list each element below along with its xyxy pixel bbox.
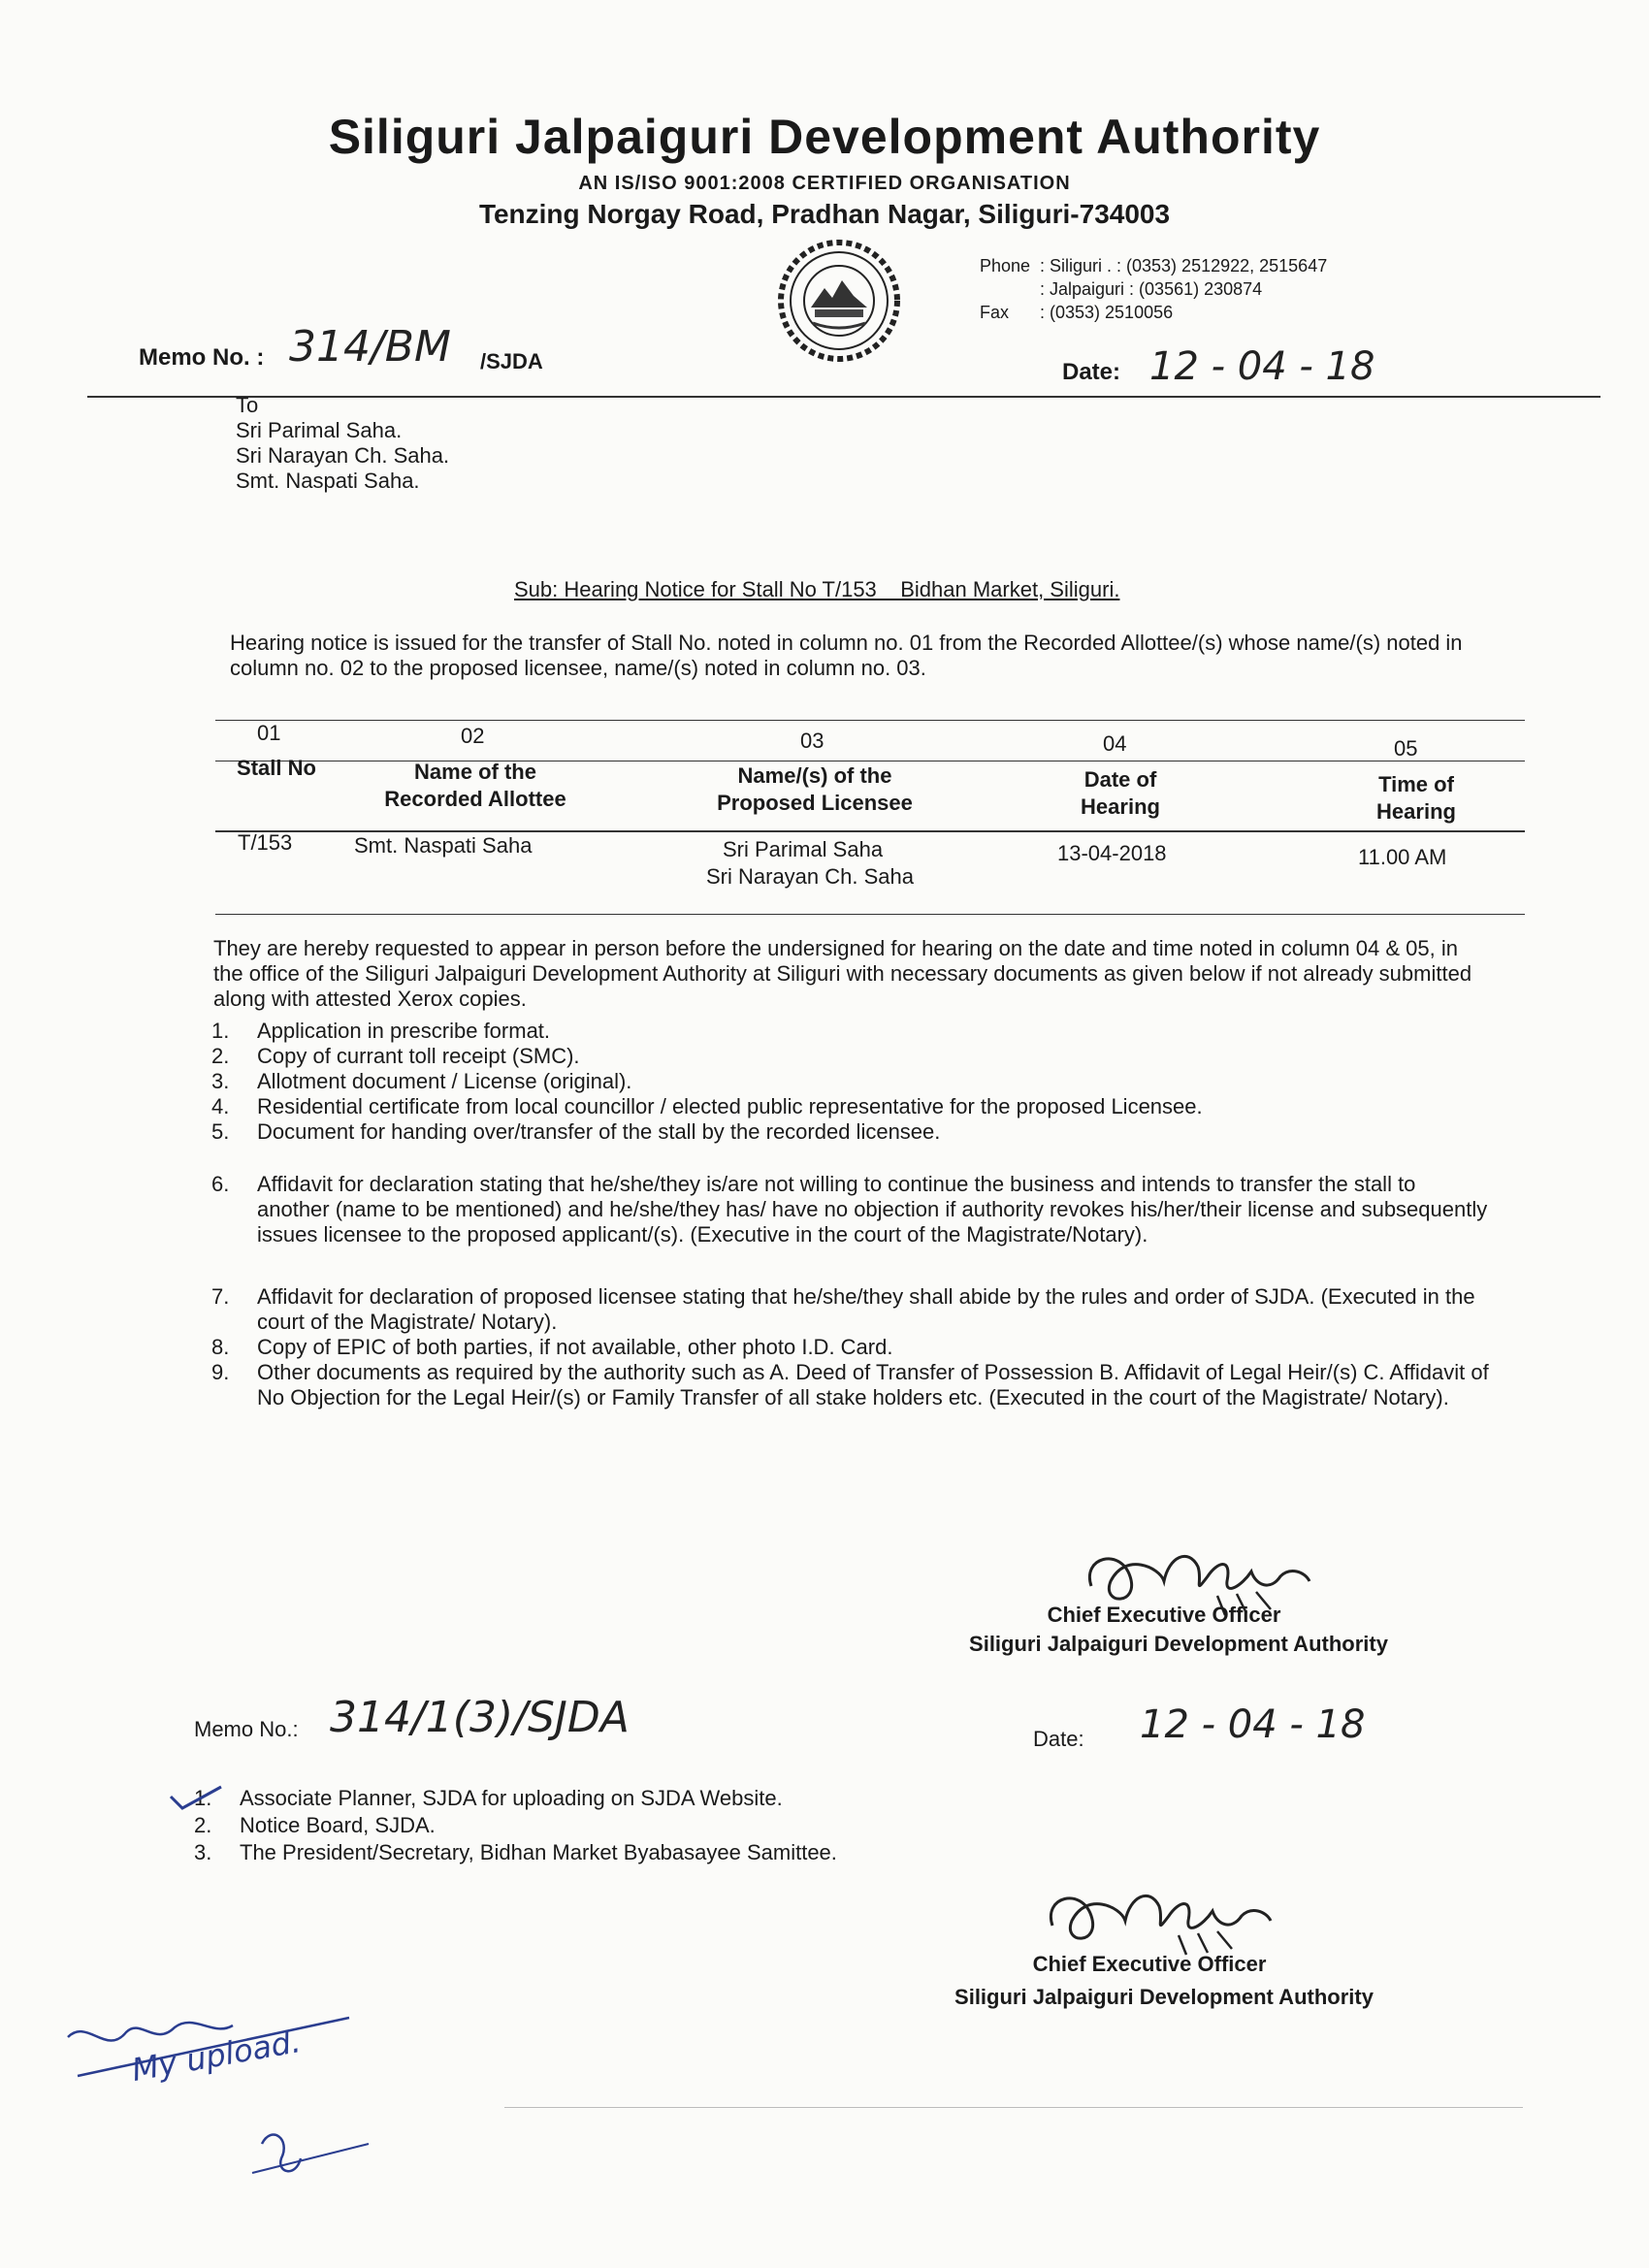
intro-paragraph: Hearing notice is issued for the transfer of Stall No. noted in column no. 01 from the Recorded Allottee/(s) whose name/(s) noted in column no. 02 to the proposed licensee, name/(s) noted in column no. 03.: [230, 631, 1463, 680]
list-item: 9. Other documents as required by the authority such as A. Deed of Transfer of Possession B. Affidavit of Legal Heir/(s) C. Affidavit of No Objection for the Legal Heir/(s) or Family Transfer of all stake holders etc. (Executed in the court of the Magistrate/ Notary).: [211, 1360, 1489, 1409]
phone-siliguri: : Siliguri . : (0353) 2512922, 2515647: [1040, 256, 1328, 275]
recipient-3: Smt. Naspati Saha.: [236, 469, 420, 493]
to-label: To: [236, 393, 259, 417]
signature-2-title: Chief Executive Officer: [1032, 1952, 1267, 1976]
address-line: Tenzing Norgay Road, Pradhan Nagar, Siliguri-734003: [478, 199, 1171, 229]
handwritten-note-text: My upload.: [129, 2023, 304, 2089]
header-date-of-hearing: Date of Hearing: [1081, 767, 1160, 819]
signature-2-org: Siliguri Jalpaiguri Development Authority: [954, 1985, 1374, 2009]
sjda-seal-logo: [776, 238, 902, 364]
bottom-divider: [504, 2107, 1523, 2108]
list-item: 3. Allotment document / License (original).: [211, 1069, 632, 1093]
fax-label: Fax: [980, 303, 1010, 322]
col-num-02: 02: [461, 724, 485, 748]
cell-licensee-2: Sri Narayan Ch. Saha: [706, 864, 914, 889]
memo-2-handwritten: 314/1(3)/SJDA: [330, 1693, 630, 1742]
header-stall-no: Stall No: [237, 756, 316, 780]
phone-jalpaiguri: : Jalpaiguri : (03561) 230874: [1040, 279, 1263, 299]
checkmark-icon: [167, 1783, 225, 1812]
list-item: 5. Document for handing over/transfer of the stall by the recorded licensee.: [211, 1119, 941, 1144]
col-num-05: 05: [1394, 736, 1418, 761]
copy-to-list: [194, 1785, 837, 1866]
memo-2-date-handwritten: 12 - 04 - 18: [1140, 1702, 1366, 1747]
signature-1-title: Chief Executive Officer: [1047, 1603, 1281, 1627]
table-top-rule: [215, 720, 1525, 721]
cell-licensee-1: Sri Parimal Saha: [723, 837, 884, 861]
phone-label: Phone: [980, 256, 1031, 275]
cell-stall-no: T/153: [238, 830, 293, 855]
header-time-of-hearing: Time of Hearing: [1376, 772, 1456, 824]
recipient-1: Sri Parimal Saha.: [236, 418, 403, 442]
list-item: 2. Notice Board, SJDA.: [194, 1813, 436, 1837]
date-label: Date:: [1062, 359, 1121, 385]
contact-block: [980, 254, 1327, 324]
recipient-block: [236, 393, 449, 494]
cell-hearing-date: 13-04-2018: [1057, 841, 1167, 865]
list-item: 8. Copy of EPIC of both parties, if not available, other photo I.D. Card.: [211, 1335, 893, 1359]
list-item: 7. Affidavit for declaration of proposed licensee stating that he/she/they shall abide by the rules and order of SJDA. (Executed in the court of the Magistrate/ Notary).: [211, 1284, 1475, 1334]
col-num-01: 01: [257, 721, 281, 745]
header-recorded-allottee: Name of the Recorded Allottee: [384, 760, 566, 811]
subject-line: Sub: Hearing Notice for Stall No T/153 Bidhan Market, Siliguri.: [514, 577, 1120, 601]
handwritten-note-scribble: [58, 1979, 407, 2192]
signature-2-image: [1033, 1867, 1285, 1964]
memo-suffix: /SJDA: [480, 349, 543, 373]
header-proposed-licensee: Name/(s) of the Proposed Licensee: [717, 763, 913, 815]
list-item: 1. Associate Planner, SJDA for uploading on SJDA Website.: [194, 1786, 783, 1810]
cell-allottee: Smt. Naspati Saha: [354, 833, 533, 858]
list-item: 1. Application in prescribe format.: [211, 1019, 551, 1043]
documents-list: [211, 1019, 1492, 1410]
signature-1-org: Siliguri Jalpaiguri Development Authority: [969, 1632, 1388, 1656]
col-num-03: 03: [800, 729, 824, 753]
list-item: 6. Affidavit for declaration stating that he/she/they is/are not willing to continue the business and intends to transfer the stall to another (name to be mentioned) and he/she/they has/ have no objection if authority revokes his/her/their license and subsequently issues licensee to the proposed applicant/(s). (Executive in the court of the Magistrate/Notary).: [211, 1172, 1488, 1247]
date-handwritten: 12 - 04 - 18: [1149, 344, 1375, 389]
certification-line: AN IS/ISO 9001:2008 CERTIFIED ORGANISATION: [578, 173, 1071, 194]
list-item: 2. Copy of currant toll receipt (SMC).: [211, 1044, 580, 1068]
memo-number-handwritten: 314/BM: [289, 322, 451, 372]
org-title: Siliguri Jalpaiguri Development Authority: [328, 110, 1321, 164]
memo-label: Memo No. :: [139, 344, 265, 371]
list-item: 4. Residential certificate from local councillor / elected public representative for the proposed Licensee.: [211, 1094, 1203, 1118]
fax-number: : (0353) 2510056: [1040, 303, 1174, 322]
cell-hearing-time: 11.00 AM: [1358, 845, 1447, 869]
recipient-2: Sri Narayan Ch. Saha.: [236, 443, 450, 468]
list-item: 3. The President/Secretary, Bidhan Market Byabasayee Samittee.: [194, 1840, 837, 1864]
col-num-04: 04: [1103, 731, 1127, 756]
request-paragraph: They are hereby requested to appear in person before the undersigned for hearing on the date and time noted in column 04 & 05, in the office of the Siliguri Jalpaiguri Development Authority at Siliguri with necessary documents as given below if not already submitted along with attested Xerox copies.: [213, 936, 1472, 1011]
memo-2-label: Memo No.:: [194, 1717, 299, 1741]
memo-2-date-label: Date:: [1033, 1727, 1084, 1751]
table-bottom-rule: [215, 914, 1525, 915]
